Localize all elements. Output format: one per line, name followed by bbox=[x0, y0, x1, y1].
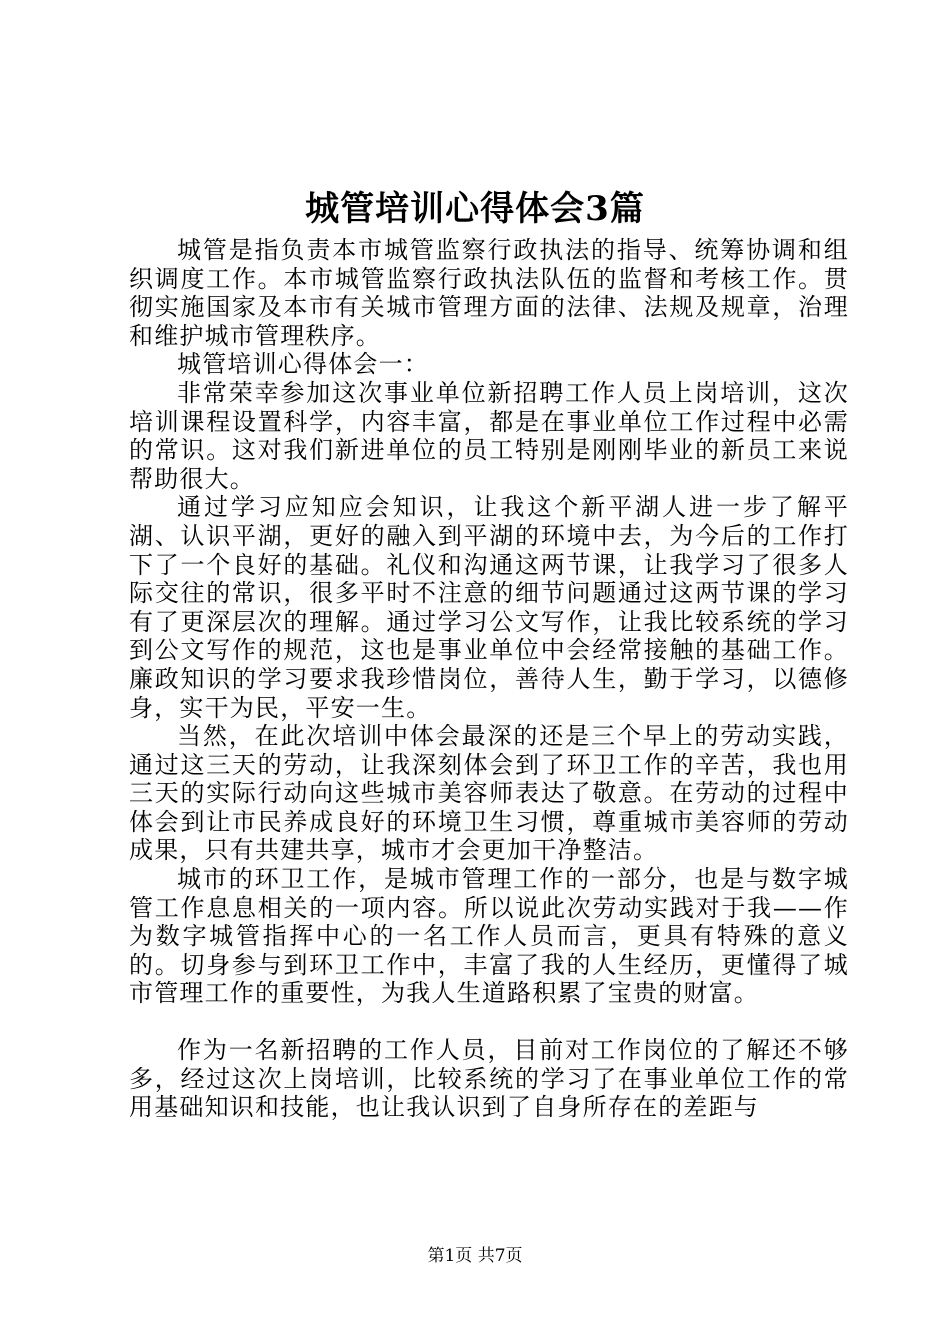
body-paragraph: 作为一名新招聘的工作人员，目前对工作岗位的了解还不够多，经过这次上岗培训，比较系统的学习了在事业单位工作的常用基础知识和技能，也让我认识到了自身所存在的差距与 bbox=[129, 1036, 849, 1122]
intro-paragraph: 城管是指负责本市城管监察行政执法的指导、统筹协调和组织调度工作。本市城管监察行政执法队伍的监督和考核工作。贯彻实施国家及本市有关城市管理方面的法律、法规及规章，治理和维护城市管理秩序。 bbox=[129, 236, 849, 350]
body-paragraph: 通过学习应知应会知识，让我这个新平湖人进一步了解平湖、认识平湖，更好的融入到平湖的环境中去，为今后的工作打下了一个良好的基础。礼仪和沟通这两节课，让我学习了很多人际交往的常识，很多平时不注意的细节问题通过这两节课的学习有了更深层次的理解。通过学习公文写作，让我比较系统的学习到公文写作的规范，这也是事业单位中会经常接触的基础工作。廉政知识的学习要求我珍惜岗位，善待人生，勤于学习，以德修身，实干为民，平安一生。 bbox=[129, 493, 849, 722]
page-number-footer: 第1页 共7页 bbox=[427, 1246, 523, 1266]
body-paragraph: 当然，在此次培训中体会最深的还是三个早上的劳动实践，通过这三天的劳动，让我深刻体会到了环卫工作的辛苦，我也用三天的实际行动向这些城市美容师表达了敬意。在劳动的过程中体会到让市民养成良好的环境卫生习惯，尊重城市美容师的劳动成果，只有共建共享，城市才会更加干净整洁。 bbox=[129, 722, 849, 865]
body-paragraph: 非常荣幸参加这次事业单位新招聘工作人员上岗培训，这次培训课程设置科学，内容丰富，都是在事业单位工作过程中必需的常识。这对我们新进单位的员工特别是刚刚毕业的新员工来说帮助很大。 bbox=[129, 378, 849, 493]
section-heading: 城管培训心得体会一： bbox=[177, 350, 429, 379]
document-body bbox=[129, 236, 849, 1122]
document-title: 城管培训心得体会3篇 bbox=[305, 189, 645, 229]
body-paragraph: 城市的环卫工作，是城市管理工作的一部分，也是与数字城管工作息息相关的一项内容。所以说此次劳动实践对于我——作为数字城管指挥中心的一名工作人员而言，更具有特殊的意义的。切身参与到环卫工作中，丰富了我的人生经历，更懂得了城市管理工作的重要性，为我人生道路积累了宝贵的财富。 bbox=[129, 865, 849, 1008]
